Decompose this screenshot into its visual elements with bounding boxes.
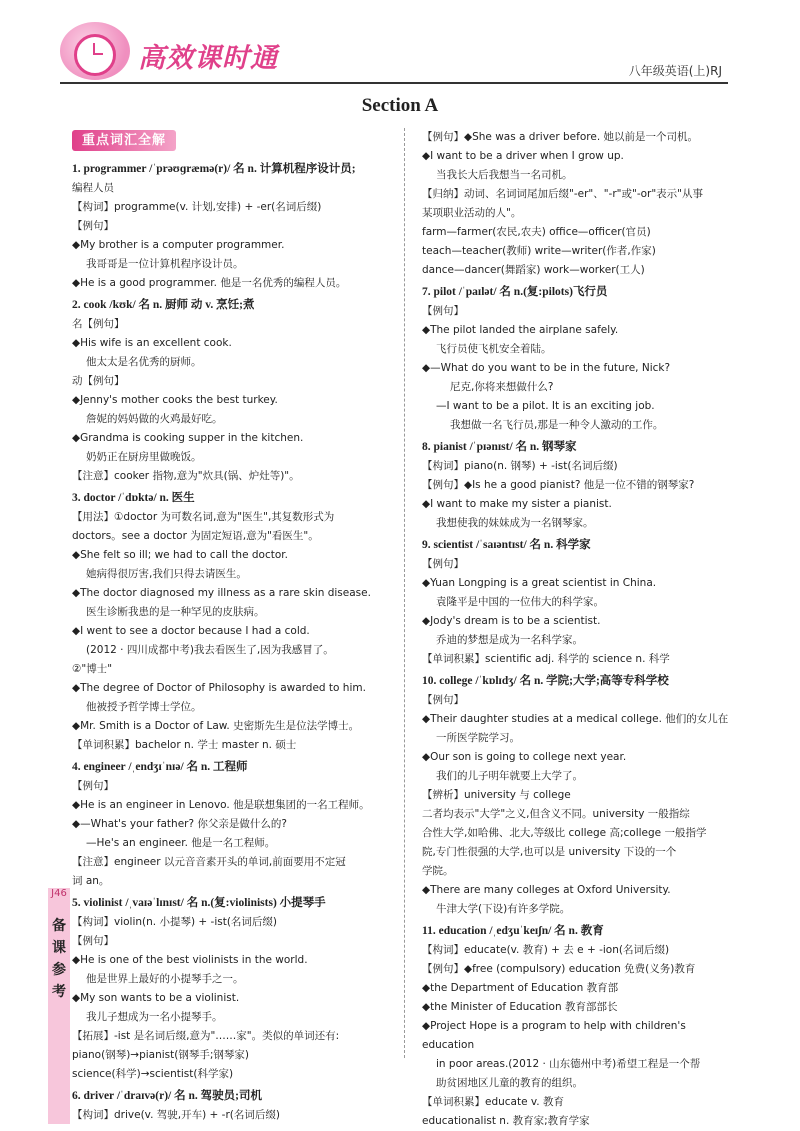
entry-line: 【构词】educate(v. 教育) + 去 e + -ion(名词后缀) — [422, 944, 670, 956]
entry-line: ◆He is one of the best violinists in the world. — [72, 954, 308, 966]
entry-line: 学院。 — [422, 865, 454, 877]
entry-line: 【拓展】-ist 是名词后缀,意为"……家"。类似的单词还有: — [72, 1030, 340, 1042]
entry-line: piano(钢琴)→pianist(钢琴手;钢琴家) — [72, 1049, 249, 1061]
entry-line: ◆Mr. Smith is a Doctor of Law. 史密斯先生是位法学博士。 — [72, 720, 360, 732]
entry-line: 名【例句】 — [72, 318, 125, 330]
entry-line: 他是世界上最好的小提琴手之一。 — [86, 973, 244, 985]
entry-line: 一所医学院学习。 — [436, 732, 520, 744]
entry-line: ◆The doctor diagnosed my illness as a rare skin disease. — [72, 587, 371, 599]
entry-line: ◆Their daughter studies at a medical college. 他们的女儿在 — [422, 713, 729, 725]
entry-line: ◆Yuan Longping is a great scientist in China. — [422, 577, 657, 589]
entry-line: 【辨析】university 与 college — [422, 789, 571, 801]
entry-line: ◆Project Hope is a program to help with children's education — [422, 1020, 686, 1051]
clock-icon — [74, 34, 116, 76]
section-title: Section A — [361, 95, 439, 116]
entry-line: 助贫困地区儿童的教育的组织。 — [436, 1077, 583, 1089]
entry-line: 词 an。 — [72, 875, 110, 887]
brand-logo — [60, 14, 320, 86]
entry-line: 【注意】engineer 以元音音素开头的单词,前面要用不定冠 — [72, 856, 346, 868]
entry-line: 【单词积累】bachelor n. 学士 master n. 硕士 — [72, 739, 297, 751]
entry-line: 【归纳】动词、名词词尾加后缀"-er"、"-r"或"-or"表示"从事 — [422, 188, 704, 200]
entry-line: doctors。see a doctor 为固定短语,意为"看医生"。 — [72, 530, 319, 542]
entry-heading: 10. college /ˈkɒlɪdʒ/ 名 n. 学院;大学;高等专科学校 — [422, 675, 669, 687]
entry-line: 【构词】drive(v. 驾驶,开车) + -r(名词后缀) — [72, 1109, 280, 1121]
entry-line: dance—dancer(舞蹈家) work—worker(工人) — [422, 264, 645, 276]
entry-line: 我哥哥是一位计算机程序设计员。 — [86, 258, 244, 270]
entry-line: 院,专门性很强的大学,也可以是 university 下设的一个 — [422, 846, 677, 858]
entry-line: 动【例句】 — [72, 375, 125, 387]
entry-heading: 11. education /ˌedʒuˈkeɪʃn/ 名 n. 教育 — [422, 925, 604, 937]
entry-line: 【用法】①doctor 为可数名词,意为"医生",其复数形式为 — [72, 511, 335, 523]
entry-line: 【例句】 — [72, 935, 114, 947]
entry-line: 飞行员使飞机安全着陆。 — [436, 343, 552, 355]
entry-line: 【例句】◆She was a driver before. 她以前是一个司机。 — [422, 131, 698, 143]
entry-heading: 5. violinist /ˌvaɪəˈlɪnɪst/ 名 n.(复:violinists) 小提琴手 — [72, 897, 326, 909]
entry-line: ◆He is an engineer in Lenovo. 他是联想集团的一名工程师。 — [72, 799, 370, 811]
entry-line: ◆My son wants to be a violinist. — [72, 992, 240, 1004]
left-column — [72, 128, 390, 1125]
entry-line: ◆the Department of Education 教育部 — [422, 982, 619, 994]
entry-line: 牛津大学(下设)有许多学院。 — [436, 903, 571, 915]
entry-line: in poor areas.(2012 · 山东德州中考)希望工程是一个帮 — [436, 1058, 701, 1070]
entry-line: 我们的儿子明年就要上大学了。 — [436, 770, 583, 782]
entry-heading: 4. engineer /ˌendʒɪˈnɪə/ 名 n. 工程师 — [72, 761, 248, 773]
entry-heading: 7. pilot /ˈpaɪlət/ 名 n.(复:pilots)飞行员 — [422, 286, 608, 298]
entry-line: 【构词】programme(v. 计划,安排) + -er(名词后缀) — [72, 201, 322, 213]
entry-line: 【单词积累】scientific adj. 科学的 science n. 科学 — [422, 653, 670, 665]
entry-line: 袁隆平是中国的一位伟大的科学家。 — [436, 596, 604, 608]
entry-line: 【例句】 — [422, 694, 464, 706]
entry-line: ◆—What's your father? 你父亲是做什么的? — [72, 818, 287, 830]
entry-line: 我想使我的妹妹成为一名钢琴家。 — [436, 517, 594, 529]
entry-heading: 2. cook /kʊk/ 名 n. 厨师 动 v. 烹饪;煮 — [72, 299, 255, 311]
entry-line: 詹妮的妈妈做的火鸡最好吃。 — [86, 413, 223, 425]
entry-line: 【单词积累】educate v. 教育 — [422, 1096, 564, 1108]
entry-line: 尼克,你将来想做什么? — [450, 381, 554, 393]
grade-label: 八年级英语(上)RJ — [628, 64, 722, 78]
entry-line: (2012 · 四川成都中考)我去看医生了,因为我感冒了。 — [86, 644, 334, 656]
entry-heading: 8. pianist /ˈpɪənɪst/ 名 n. 钢琴家 — [422, 441, 577, 453]
entry-line: ◆She felt so ill; we had to call the doctor. — [72, 549, 288, 561]
entry-line: 乔迪的梦想是成为一名科学家。 — [436, 634, 583, 646]
entry-line: ◆Grandma is cooking supper in the kitchen. — [72, 432, 304, 444]
entry-line: 【构词】violin(n. 小提琴) + -ist(名词后缀) — [72, 916, 278, 928]
entry-line: 【例句】 — [72, 780, 114, 792]
side-label: 备课参考 — [52, 918, 66, 1000]
entry-heading: 9. scientist /ˈsaɪəntɪst/ 名 n. 科学家 — [422, 539, 591, 551]
entry-heading: 6. driver /ˈdraɪvə(r)/ 名 n. 驾驶员;司机 — [72, 1090, 262, 1102]
entry-heading: 3. doctor /ˈdɒktə/ n. 医生 — [72, 492, 195, 504]
vocabulary-banner: 重点词汇全解 — [72, 130, 176, 151]
entry-line: 他被授予哲学博士学位。 — [86, 701, 202, 713]
entry-line: ②"博士" — [72, 663, 113, 675]
entry-line: 【例句】◆free (compulsory) education 免费(义务)教育 — [422, 963, 696, 975]
entry-line: ◆Jody's dream is to be a scientist. — [422, 615, 601, 627]
entry-line: 某项职业活动的人"。 — [422, 207, 522, 219]
page-header — [0, 0, 800, 100]
entry-line: 【例句】 — [422, 305, 464, 317]
entry-line: ◆the Minister of Education 教育部部长 — [422, 1001, 618, 1013]
entry-line: ◆My brother is a computer programmer. — [72, 239, 285, 251]
entry-line: 【例句】◆Is he a good pianist? 他是一位不错的钢琴家? — [422, 479, 695, 491]
entry-line: 编程人员 — [72, 182, 114, 194]
entry-line: science(科学)→scientist(科学家) — [72, 1068, 234, 1080]
entry-line: ◆The pilot landed the airplane safely. — [422, 324, 619, 336]
entry-line: ◆Our son is going to college next year. — [422, 751, 627, 763]
entry-line: ◆—What do you want to be in the future, Nick? — [422, 362, 671, 374]
entry-line: 医生诊断我患的是一种罕见的皮肤病。 — [86, 606, 265, 618]
entry-line: educationalist n. 教育家;教育学家 — [422, 1115, 590, 1127]
page-number: J46 — [51, 888, 67, 899]
entry-line: 【构词】piano(n. 钢琴) + -ist(名词后缀) — [422, 460, 618, 472]
entry-line: 二者均表示"大学"之义,但含义不同。university 一般指综 — [422, 808, 690, 820]
entry-line: ◆I went to see a doctor because I had a cold. — [72, 625, 310, 637]
entry-line: ◆I want to be a driver when I grow up. — [422, 150, 624, 162]
entry-line: ◆Jenny's mother cooks the best turkey. — [72, 394, 278, 406]
entry-line: teach—teacher(教师) write—writer(作者,作家) — [422, 245, 656, 257]
entry-line: farm—farmer(农民,农夫) office—officer(官员) — [422, 226, 651, 238]
entry-line: 他太太是名优秀的厨师。 — [86, 356, 202, 368]
entry-line: ◆I want to make my sister a pianist. — [422, 498, 612, 510]
column-divider — [404, 128, 405, 1058]
entry-line: 我儿子想成为一名小提琴手。 — [86, 1011, 223, 1023]
entry-line: ◆There are many colleges at Oxford University. — [422, 884, 671, 896]
entry-line: 奶奶正在厨房里做晚饭。 — [86, 451, 202, 463]
entry-line: 她病得很厉害,我们只得去请医生。 — [86, 568, 247, 580]
entry-line: 合性大学,如哈佛、北大,等级比 college 高;college 一般指学 — [422, 827, 707, 839]
brand-title: 高效课时通 — [138, 43, 278, 74]
entry-line: ◆The degree of Doctor of Philosophy is awarded to him. — [72, 682, 366, 694]
entry-line: 【注意】cooker 指物,意为"炊具(锅、炉灶等)"。 — [72, 470, 300, 482]
entry-heading: 1. programmer /ˈprəʊɡræmə(r)/ 名 n. 计算机程序设计员; — [72, 163, 356, 175]
entry-line: ◆His wife is an excellent cook. — [72, 337, 232, 349]
entry-line: ◆He is a good programmer. 他是一名优秀的编程人员。 — [72, 277, 347, 289]
entry-line: 【例句】 — [72, 220, 114, 232]
entry-line: 【例句】 — [422, 558, 464, 570]
entry-line: —I want to be a pilot. It is an exciting job. — [436, 400, 655, 412]
entry-line: —He's an engineer. 他是一名工程师。 — [86, 837, 276, 849]
entry-line: 我想做一名飞行员,那是一种令人激动的工作。 — [450, 419, 664, 431]
header-divider — [60, 82, 728, 84]
entry-line: 当我长大后我想当一名司机。 — [436, 169, 573, 181]
right-column — [422, 128, 730, 1131]
